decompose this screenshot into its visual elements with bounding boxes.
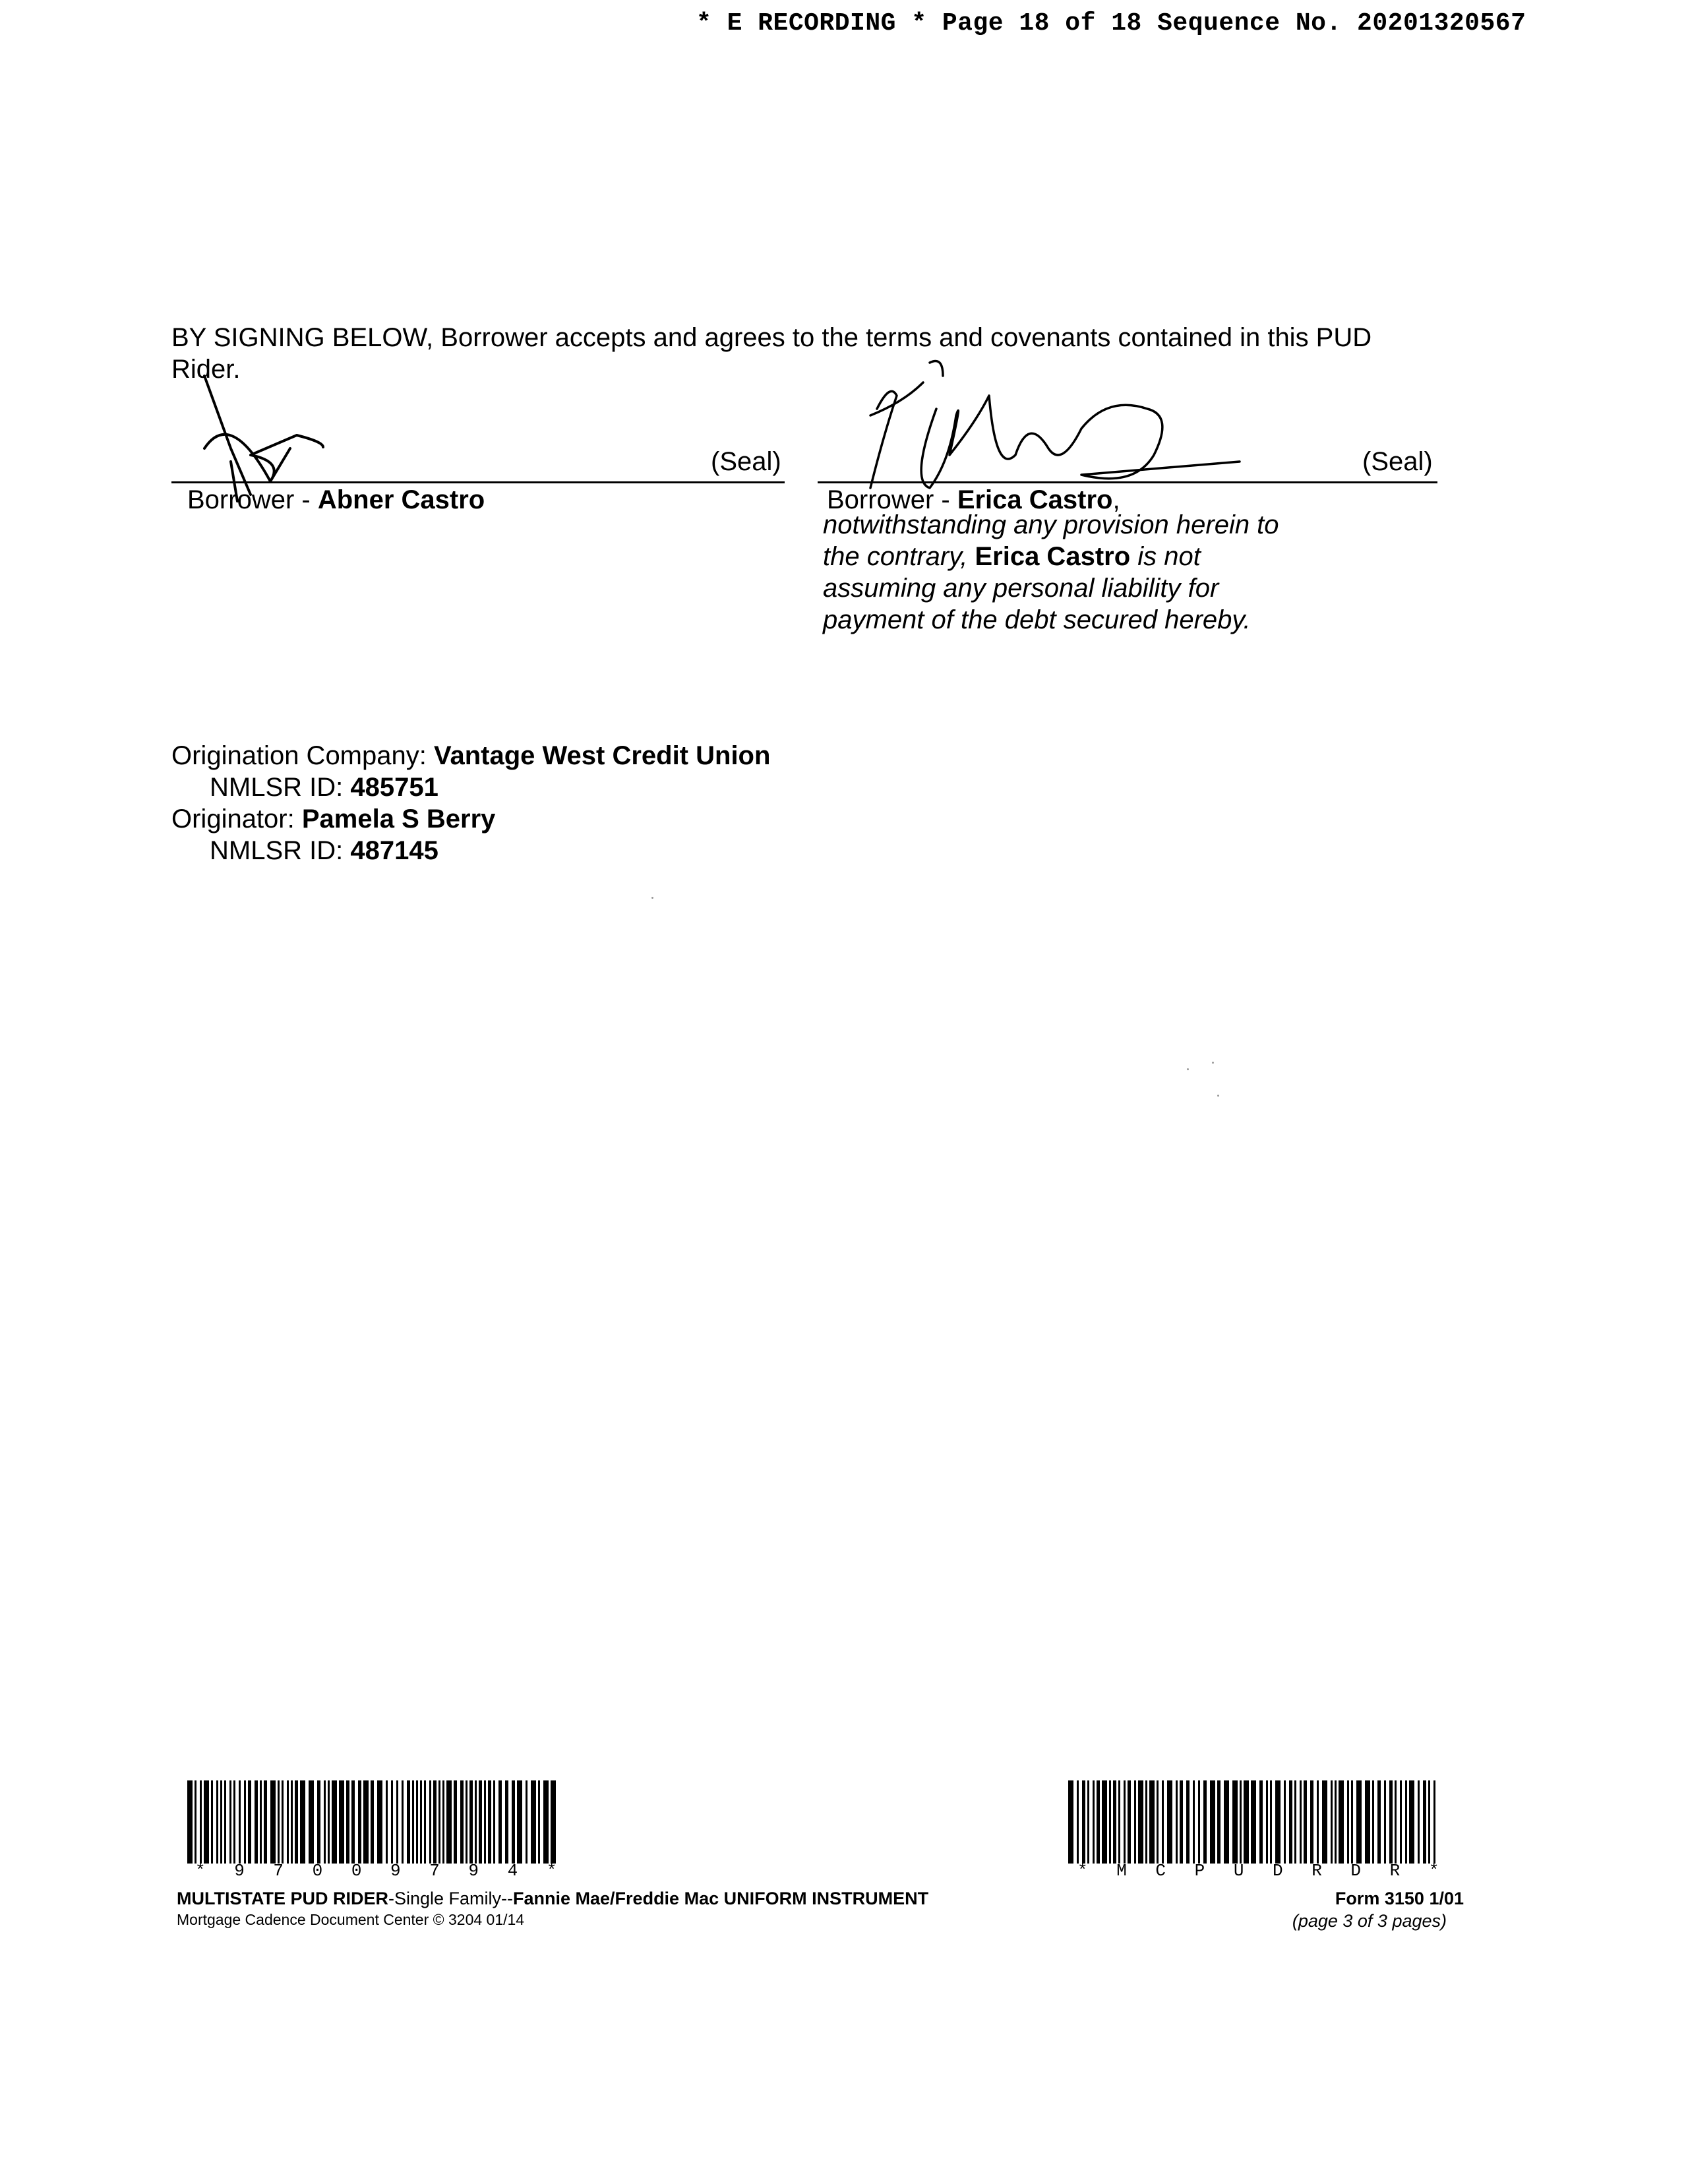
barcode-bar [531, 1780, 536, 1864]
barcode-bar [416, 1780, 418, 1864]
barcode-bar [216, 1780, 218, 1864]
barcode-right [1068, 1780, 1441, 1864]
barcode-bar [1294, 1780, 1296, 1864]
barcode-bar [211, 1780, 213, 1864]
barcode-bar [1418, 1780, 1420, 1864]
barcode-bar [1251, 1780, 1256, 1864]
barcode-bar [1157, 1780, 1159, 1864]
barcode-bar [1300, 1780, 1302, 1864]
disclaimer-text-start: notwithstanding any provision herein to the contrary, [823, 510, 1279, 571]
barcode-bar [371, 1780, 374, 1864]
scan-speck [1212, 1062, 1214, 1064]
barcode-bar [438, 1780, 440, 1864]
borrower-name: Abner Castro [317, 485, 485, 514]
barcode-bar [454, 1780, 457, 1864]
barcode-bar [278, 1780, 280, 1864]
originator-name: Pamela S Berry [301, 804, 496, 834]
barcode-bar [1389, 1780, 1393, 1864]
barcode-bar [244, 1780, 246, 1864]
barcode-bar [1310, 1780, 1313, 1864]
barcode-bar [1176, 1780, 1178, 1864]
borrower-role: Borrower [827, 485, 934, 514]
barcode-bar [420, 1780, 422, 1864]
barcode-bar [1356, 1780, 1362, 1864]
originator-nmlsr-row [171, 835, 770, 866]
barcode-bar [1093, 1780, 1095, 1864]
barcode-bar [1149, 1780, 1155, 1864]
barcode-bar [1102, 1780, 1107, 1864]
barcode-bar [1270, 1780, 1272, 1864]
barcode-bar [332, 1780, 337, 1864]
barcode-bar [460, 1780, 464, 1864]
barcode-bar [1109, 1780, 1111, 1864]
barcode-bar [358, 1780, 361, 1864]
barcode-bar [1113, 1780, 1116, 1864]
barcode-bar [493, 1780, 495, 1864]
barcode-bar [1400, 1780, 1402, 1864]
barcode-bar [466, 1780, 467, 1864]
barcode-bar [543, 1780, 549, 1864]
scan-speck [651, 897, 653, 899]
barcode-left [187, 1780, 560, 1864]
form-title-part-1: MULTISTATE PUD RIDER [177, 1889, 388, 1908]
barcode-bar [402, 1780, 404, 1864]
liability-disclaimer [823, 509, 1298, 636]
signing-statement: BY SIGNING BELOW, Borrower accepts and agrees to the terms and covenants contained in this PUD Rider. [171, 323, 1372, 384]
barcode-bar [551, 1780, 556, 1864]
originator-row [171, 803, 770, 835]
company-nmlsr-row [171, 772, 770, 803]
barcode-bar [260, 1780, 262, 1864]
barcode-bar [1331, 1780, 1333, 1864]
barcode-bar [1198, 1780, 1200, 1864]
barcode-bar [1167, 1780, 1172, 1864]
barcode-bar [1224, 1780, 1229, 1864]
origination-company-label: Origination Company: [171, 741, 434, 770]
nmlsr-id: 487145 [350, 836, 438, 865]
barcode-bar [1077, 1780, 1079, 1864]
barcode-bar [479, 1780, 482, 1864]
barcode-bar [377, 1780, 382, 1864]
barcode-right-text: * M C P U D R D R * [1077, 1861, 1449, 1881]
origination-info [171, 740, 770, 866]
barcode-bar [1372, 1780, 1374, 1864]
form-title-part-3: Fannie Mae/Freddie Mac UNIFORM INSTRUMENT [513, 1889, 929, 1908]
barcode-bar [386, 1780, 388, 1864]
barcode-bar [1240, 1780, 1242, 1864]
barcode-bar [1087, 1780, 1089, 1864]
barcode-bar [1322, 1780, 1327, 1864]
barcode-bar [512, 1780, 515, 1864]
disclaimer-text-end: is not assuming any personal liability for payment of the debt secured hereby. [823, 542, 1251, 634]
barcode-bar [1365, 1780, 1370, 1864]
nmlsr-id: 485751 [350, 773, 438, 802]
originator-label: Originator: [171, 804, 302, 834]
disclaimer-name: Erica Castro [975, 542, 1131, 571]
seal-label-left: (Seal) [711, 447, 781, 476]
barcode-bar [204, 1780, 209, 1864]
signature-line-left [171, 481, 785, 483]
borrower-role: Borrower [187, 485, 295, 514]
barcode-bar [300, 1780, 305, 1864]
barcode-bar [1145, 1780, 1147, 1864]
barcode-bar [317, 1780, 320, 1864]
barcode-bar [1128, 1780, 1131, 1864]
barcode-bar [1097, 1780, 1100, 1864]
barcode-bar [351, 1780, 355, 1864]
barcode-bar [1428, 1780, 1430, 1864]
barcode-bar [484, 1780, 486, 1864]
barcode-bar [309, 1780, 314, 1864]
barcode-bar [1186, 1780, 1190, 1864]
page-count: (page 3 of 3 pages) [1292, 1911, 1447, 1931]
barcode-bar [248, 1780, 251, 1864]
barcode-bar [264, 1780, 267, 1864]
form-title [177, 1889, 928, 1909]
barcode-bar [1395, 1780, 1397, 1864]
barcode-bar [287, 1780, 289, 1864]
borrower-name: Erica Castro [957, 485, 1113, 514]
barcode-bar [488, 1780, 491, 1864]
barcode-bar [424, 1780, 426, 1864]
barcode-bar [1405, 1780, 1407, 1864]
barcode-bar [1068, 1780, 1073, 1864]
barcode-bar [1275, 1780, 1281, 1864]
barcode-bar [346, 1780, 349, 1864]
document-center-line: Mortgage Cadence Document Center © 3204 01/14 [177, 1911, 525, 1928]
label-separator: - [294, 485, 318, 514]
barcode-bar [1259, 1780, 1263, 1864]
barcode-bar [1266, 1780, 1268, 1864]
barcode-bar [339, 1780, 344, 1864]
barcode-bar [538, 1780, 540, 1864]
barcode-bar [229, 1780, 231, 1864]
barcode-bar [469, 1780, 473, 1864]
barcode-bar [1377, 1780, 1381, 1864]
barcode-bar [1244, 1780, 1249, 1864]
barcode-bar [239, 1780, 241, 1864]
nmlsr-label: NMLSR ID: [210, 773, 351, 802]
barcode-bar [1423, 1780, 1426, 1864]
barcode-bar [1284, 1780, 1286, 1864]
barcode-bar [1347, 1780, 1349, 1864]
barcode-bar [442, 1780, 444, 1864]
barcode-bar [498, 1780, 502, 1864]
label-separator: - [934, 485, 957, 514]
barcode-bar [526, 1780, 528, 1864]
origination-company-row [171, 740, 770, 772]
barcode-bar [1289, 1780, 1292, 1864]
origination-company-name: Vantage West Credit Union [433, 741, 771, 770]
barcode-bar [363, 1780, 369, 1864]
barcode-bar [1180, 1780, 1183, 1864]
barcode-bar [396, 1780, 398, 1864]
barcode-bar [233, 1780, 235, 1864]
barcode-bar [1409, 1780, 1414, 1864]
barcode-bar [1124, 1780, 1126, 1864]
barcode-bar [391, 1780, 393, 1864]
barcode-bar [1304, 1780, 1307, 1864]
barcode-bar [1134, 1780, 1136, 1864]
barcode-bar [429, 1780, 431, 1864]
barcode-bar [1384, 1780, 1386, 1864]
barcode-bar [1082, 1780, 1085, 1864]
barcode-bar [1118, 1780, 1120, 1864]
barcode-bar [1193, 1780, 1195, 1864]
barcode-bar [1210, 1780, 1215, 1864]
barcode-bar [412, 1780, 414, 1864]
label-comma: , [1112, 485, 1120, 514]
barcode-bar [200, 1780, 202, 1864]
barcode-bar [1433, 1780, 1435, 1864]
barcode-bar [1351, 1780, 1353, 1864]
form-number: Form 3150 1/01 [1335, 1889, 1464, 1908]
barcode-bar [1335, 1780, 1337, 1864]
form-title-part-2: -Single Family-- [388, 1889, 514, 1908]
barcode-left-text: * 9 7 0 0 9 7 9 4 * [195, 1861, 566, 1881]
signature-line-right [818, 481, 1437, 483]
barcode-bar [1138, 1780, 1143, 1864]
barcode-bar [291, 1780, 293, 1864]
seal-label-right: (Seal) [1362, 447, 1433, 476]
barcode-bar [220, 1780, 222, 1864]
scan-speck [1217, 1095, 1219, 1097]
barcode-bar [1162, 1780, 1164, 1864]
barcode-bar [282, 1780, 284, 1864]
barcode-bar [407, 1780, 410, 1864]
barcode-bar [1203, 1780, 1207, 1864]
barcode-bar [295, 1780, 298, 1864]
barcode-bar [328, 1780, 330, 1864]
barcode-bar [475, 1780, 477, 1864]
barcode-bar [1217, 1780, 1221, 1864]
scan-speck [1187, 1068, 1189, 1070]
borrower-label-left [187, 485, 485, 515]
barcode-bar [1317, 1780, 1319, 1864]
barcode-bar [224, 1780, 226, 1864]
nmlsr-label: NMLSR ID: [210, 836, 351, 865]
barcode-bar [324, 1780, 326, 1864]
barcode-bar [1232, 1780, 1238, 1864]
barcode-bar [1339, 1780, 1344, 1864]
barcode-bar [433, 1780, 437, 1864]
recording-stamp: * E RECORDING * Page 18 of 18 Sequence No. 20201320567 [696, 9, 1526, 38]
barcode-bar [255, 1780, 258, 1864]
barcode-bar [195, 1780, 196, 1864]
barcode-bar [446, 1780, 452, 1864]
barcode-bar [270, 1780, 276, 1864]
barcode-bar [517, 1780, 522, 1864]
barcode-bar [187, 1780, 193, 1864]
barcode-bar [505, 1780, 508, 1864]
